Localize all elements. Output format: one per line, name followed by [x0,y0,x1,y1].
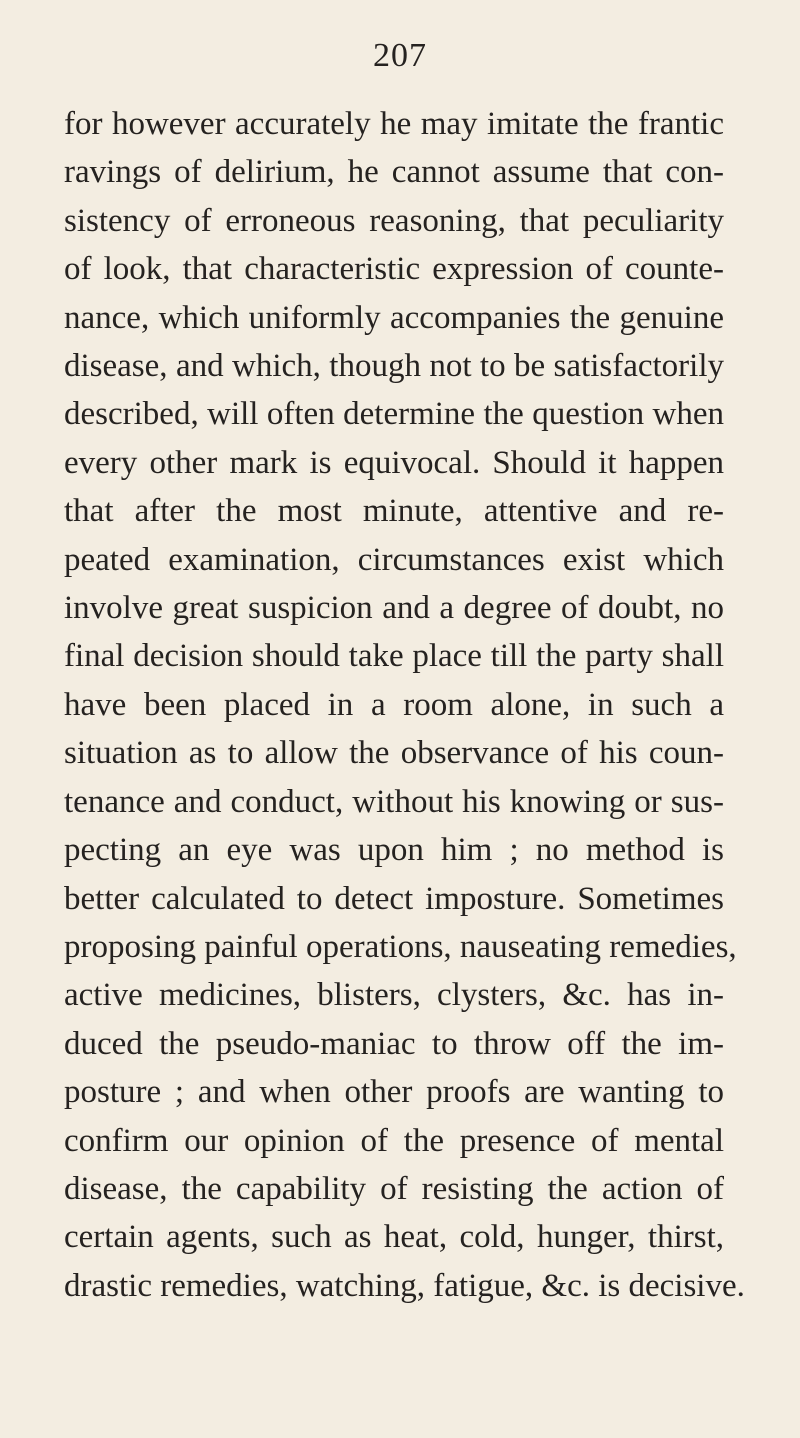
text-line: ravings of delirium, he cannot assume that con- [64,154,724,191]
text-line: final decision should take place till the party shall [64,638,724,675]
text-line: peated examination, circumstances exist which [64,541,724,578]
text-line: drastic remedies, watching, fatigue, &c. is decisive. [64,1267,745,1304]
text-line: of look, that characteristic expression of counte- [64,251,724,288]
text-line: proposing painful operations, nauseating remedies, [64,928,737,965]
text-line: duced the pseudo-maniac to throw off the im- [64,1025,724,1062]
text-line: confirm our opinion of the presence of mental [64,1122,724,1159]
text-line: active medicines, blisters, clysters, &c. has in- [64,977,724,1014]
text-line: every other mark is equivocal. Should it happen [64,444,724,481]
page-number: 207 [373,37,427,74]
text-line: better calculated to detect imposture. Sometimes [64,880,724,917]
body-text [64,100,745,1310]
text-line: posture ; and when other proofs are wanting to [64,1074,724,1111]
text-line: that after the most minute, attentive and re- [64,493,724,530]
text-line: tenance and conduct, without his knowing or sus- [64,783,724,820]
text-line: nance, which uniformly accompanies the genuine [64,299,724,336]
text-line: certain agents, such as heat, cold, hunger, thirst, [64,1219,724,1256]
text-line: situation as to allow the observance of his coun- [64,735,724,772]
text-line: described, will often determine the question when [64,396,724,433]
text-line: sistency of erroneous reasoning, that peculiarity [64,202,724,239]
text-line: pecting an eye was upon him ; no method is [64,832,724,869]
text-line: disease, the capability of resisting the action of [64,1170,724,1207]
text-line: for however accurately he may imitate the frantic [64,106,724,142]
text-line: involve great suspicion and a degree of doubt, no [64,590,724,627]
text-line: have been placed in a room alone, in such a [64,686,724,723]
text-line: disease, and which, though not to be satisfactorily [64,348,724,385]
